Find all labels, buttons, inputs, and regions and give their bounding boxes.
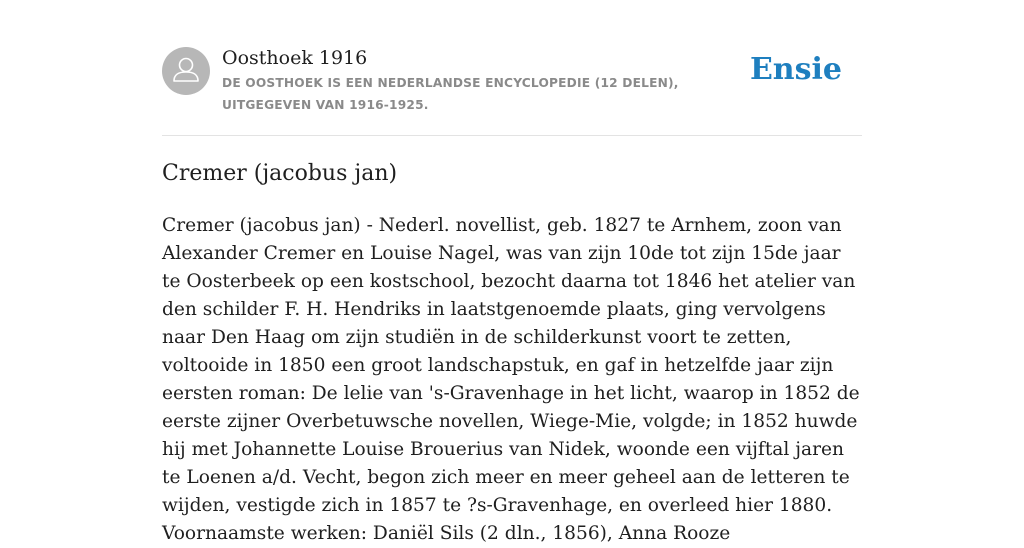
entry-body: Cremer (jacobus jan) - Nederl. novellist, geb. 1827 te Arnhem, zoon van Alexander Cremer en Louise Nagel, was van zijn 10de tot zijn 15de jaar te Oosterbeek op een kostschool, bezocht daarna tot 1846 het atelier van den schilder F. H. Hendriks in laatstgenoemde plaats, ging vervolgens naar Den Haag om zijn studiën in de schilderkunst voort te zetten, voltooide in 1850 een groot landschapstuk, en gaf in hetzelfde jaar zijn eersten roman: De lelie van 's-Gravenhage in het licht, waarop in 1852 de eerste zijner Overbetuwsche novellen, Wiege-Mie, volgde; in 1852 huwde hij met Johannette Louise Brouerius van Nidek, woonde een vijftal jaren te Loenen a/d. Vecht, begon zich meer en meer geheel aan de letteren te wijden, vestigde zich in 1857 te ?s-Gravenhage, en overleed hier 1880. Voornaamste werken: Daniël Sils (2 dln., 1856), Anna Rooze [162,215,860,544]
user-icon [162,47,210,95]
source-header [162,46,862,136]
ensie-logo[interactable]: Ensie [749,52,842,87]
source-title[interactable]: Oosthoek 1916 [222,47,368,69]
header-divider [162,135,862,136]
entry-title: Cremer (jacobus jan) [162,161,398,186]
source-description: DE OOSTHOEK IS EEN NEDERLANDSE ENCYCLOPEDIE (12 DELEN), UITGEGEVEN VAN 1916-1925. [222,76,679,112]
source-avatar[interactable] [162,47,210,95]
